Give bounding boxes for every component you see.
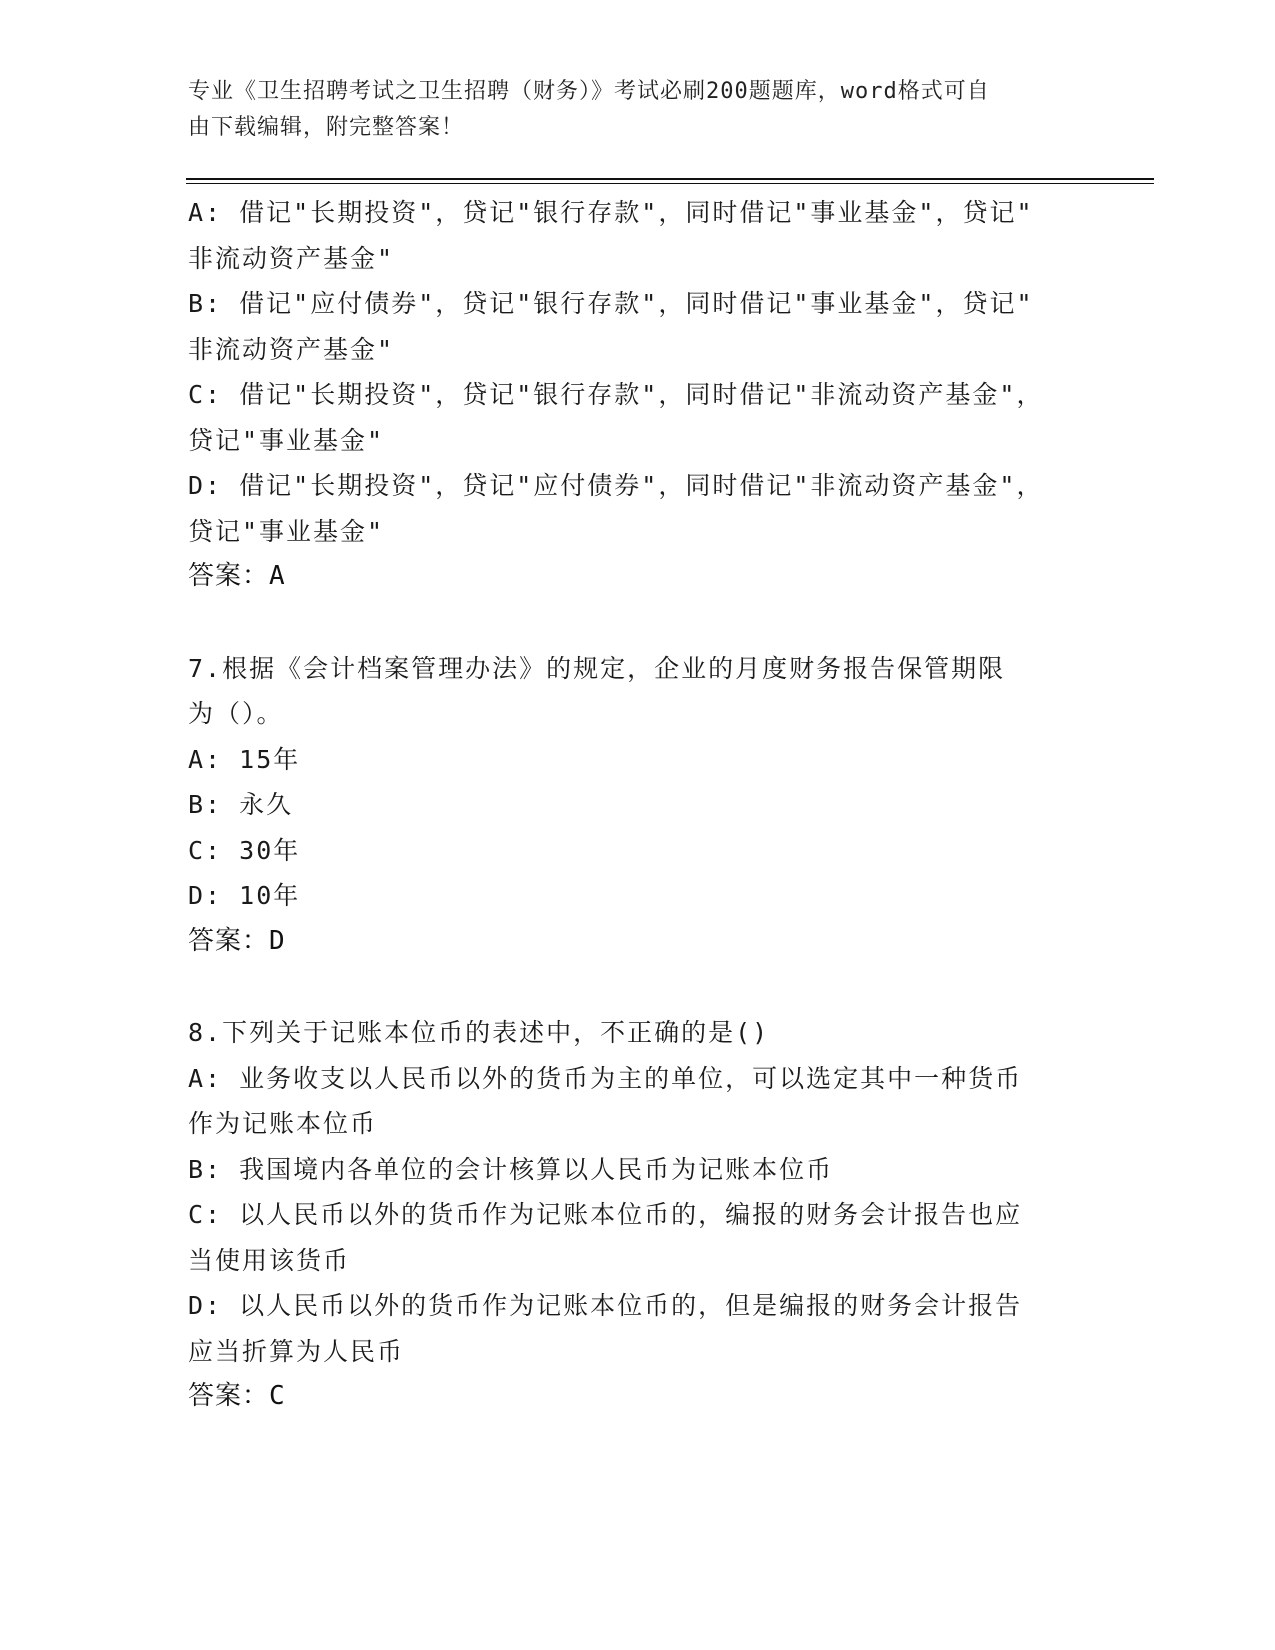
- q8-option-d-line-2: 应当折算为人民币: [188, 1336, 405, 1366]
- q8-stem: 8.下列关于记账本位币的表述中，不正确的是(): [188, 1018, 770, 1047]
- header-divider-thin: [186, 183, 1154, 184]
- header-divider-thick: [186, 178, 1154, 180]
- spacer: [188, 600, 1088, 646]
- header-line-2: 由下载编辑，附完整答案！: [188, 115, 465, 140]
- q8-option-b-line-1: B: 我国境内各单位的会计核算以人民币为记账本位币: [188, 1154, 834, 1184]
- header-line-1: 专业《卫生招聘考试之卫生招聘（财务）》考试必刷200题题库，word格式可自: [188, 79, 990, 104]
- question-7: [188, 646, 1088, 965]
- q7-option-a: A: 15年: [188, 744, 301, 774]
- q6-option-c-line-2: 贷记"事业基金": [188, 425, 385, 455]
- document-header: [188, 74, 1068, 146]
- q8-answer-label: 答案：: [188, 1381, 270, 1411]
- q7-option-c: C: 30年: [188, 835, 301, 865]
- q6-option-d-line-1: D: 借记"长期投资"，贷记"应付债券"，同时借记"非流动资产基金"，: [188, 471, 1044, 500]
- q8-answer: [188, 1374, 1088, 1420]
- q7-option-b: B: 永久: [188, 790, 294, 819]
- q6-option-b-line-1: B: 借记"应付债券"，贷记"银行存款"，同时借记"事业基金"，贷记": [188, 289, 1034, 318]
- spacer: [188, 964, 1088, 1010]
- q6-answer: [188, 554, 1088, 600]
- question-content: [188, 190, 1088, 1420]
- q7-answer-label: 答案：: [188, 925, 270, 956]
- q6-option-a-line-2: 非流动资产基金": [188, 243, 395, 273]
- q6-answer-label: 答案：: [188, 561, 270, 591]
- q8-answer-value: C: [269, 1381, 286, 1411]
- q7-answer-value: D: [269, 925, 286, 956]
- q8-option-a-line-1: A: 业务收支以人民币以外的货币为主的单位，可以选定其中一种货币: [188, 1063, 1023, 1093]
- question-8: [188, 1010, 1088, 1420]
- q8-option-c-line-2: 当使用该货币: [188, 1245, 351, 1275]
- q7-stem-line-1: 7.根据《会计档案管理办法》的规定，企业的月度财务报告保管期限: [188, 653, 1006, 683]
- q7-option-d: D: 10年: [188, 881, 301, 910]
- q6-option-a-line-1: A: 借记"长期投资"，贷记"银行存款"，同时借记"事业基金"，贷记": [188, 198, 1034, 227]
- q7-stem-line-2: 为（）。: [188, 699, 284, 728]
- question-6: [188, 190, 1088, 600]
- q6-option-d-line-2: 贷记"事业基金": [188, 516, 385, 546]
- q8-option-d-line-1: D: 以人民币以外的货币作为记账本位币的，但是编报的财务会计报告: [188, 1291, 1023, 1320]
- q6-option-b-line-2: 非流动资产基金": [188, 334, 395, 364]
- q6-answer-value: A: [269, 561, 286, 591]
- q6-option-c-line-1: C: 借记"长期投资"，贷记"银行存款"，同时借记"非流动资产基金"，: [188, 380, 1044, 409]
- q8-option-a-line-2: 作为记账本位币: [188, 1109, 378, 1138]
- q7-answer: [188, 919, 1088, 965]
- q8-option-c-line-1: C: 以人民币以外的货币作为记账本位币的，编报的财务会计报告也应: [188, 1200, 1023, 1229]
